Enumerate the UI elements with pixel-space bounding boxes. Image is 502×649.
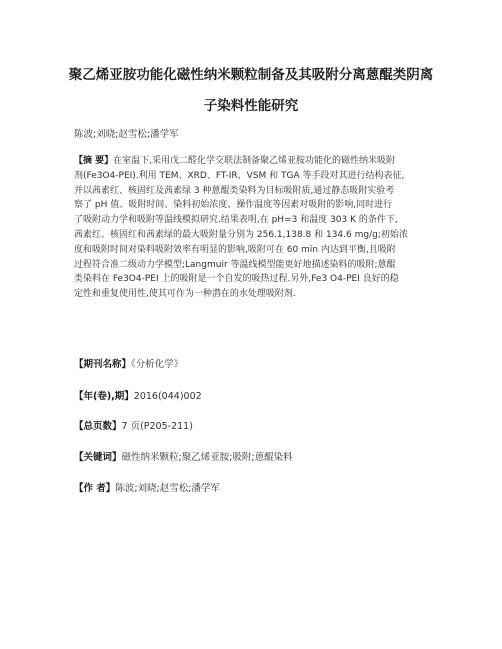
authors-value: 陈波;刘晓;赵雪松;潘学军 [115, 483, 220, 494]
abstract-line: 过程符合准二级动力学模型;Langmuir 等温线模型能更好地描述染料的吸附;蒽醌 [74, 259, 396, 270]
abstract-line: 剂(Fe3O4-PEI).利用 TEM、XRD、FT-IR、VSM 和 TGA 等手段对其进行结构表征, [74, 170, 405, 181]
page-count-value: 7 页(P205-211) [121, 421, 193, 432]
keywords-label: 【关键词】 [74, 452, 122, 463]
journal-name-label: 【期刊名称】 [74, 359, 132, 370]
volume-issue-field [74, 388, 202, 402]
authors-label: 【作 者】 [74, 483, 116, 494]
page-count-label: 【总页数】 [74, 421, 122, 432]
abstract-text: 在室温下,采用戊二醛化学交联法制备聚乙烯亚胺功能化的磁性纳米吸附 [113, 156, 396, 166]
paper-authors: 陈波;刘晓;赵雪松;潘学军 [74, 129, 179, 140]
paper-title-line-1: 聚乙烯亚胺功能化磁性纳米颗粒制备及其吸附分离蒽醌类阴离 [68, 67, 434, 83]
paper-title-line-2: 子染料性能研究 [203, 98, 299, 114]
abstract-line: 度和吸附时间对染料吸附效率有明显的影响,吸附可在 60 min 内达到平衡,且吸附 [74, 244, 396, 255]
abstract-line [74, 154, 434, 169]
journal-name-value: 《分析化学》 [131, 359, 184, 370]
page-count-field [74, 418, 193, 432]
abstract-label: 【摘 要】 [74, 156, 114, 166]
abstract-line: 了吸附动力学和吸附等温线模拟研究.结果表明,在 pH=3 和温度 303 K 的条件下, [74, 215, 398, 226]
abstract-line: 茜素红、核固红和茜素绿的最大吸附量分别为 256.1,138.8 和 134.6 mg/g;初始浓 [74, 229, 408, 240]
abstract-block [74, 154, 434, 302]
abstract-line: 察了 pH 值、吸附时间、染料初始浓度、操作温度等因素对吸附的影响,同时进行 [74, 200, 393, 211]
abstract-line: 并以茜素红、核固红及茜素绿 3 种蒽醌类染料为目标吸附质,通过静态吸附实验考 [74, 185, 395, 196]
authors-field [74, 480, 220, 494]
abstract-line: 定性和重复使用性,使其可作为一种潜在的水处理吸附剂. [74, 289, 296, 300]
keywords-value: 磁性纳米颗粒;聚乙烯亚胺;吸附;蒽醌染料 [121, 452, 293, 463]
keywords-field [74, 449, 293, 463]
journal-name-field [74, 356, 183, 370]
volume-issue-value: 2016(044)002 [133, 391, 202, 402]
abstract-line: 类染料在 Fe3O4-PEI 上的吸附是一个自发的吸热过程.另外,Fe3 O4-PEI 良好的稳 [74, 274, 399, 285]
volume-issue-label: 【年(卷),期】 [74, 391, 134, 402]
